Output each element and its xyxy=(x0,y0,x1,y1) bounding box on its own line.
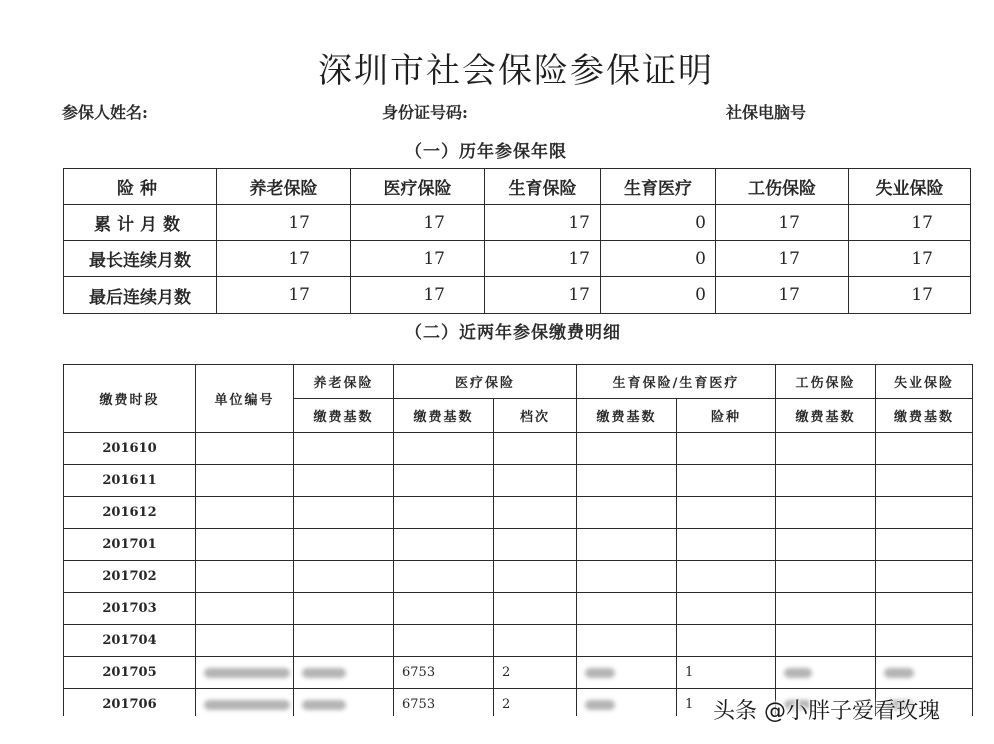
row-label: 累计月数 xyxy=(64,205,217,241)
section-title-payment-details: （二）近两年参保缴费明细 xyxy=(405,323,621,343)
medical-grade-cell: 2 xyxy=(494,657,577,689)
period-cell: 201706 xyxy=(64,689,196,717)
maternity-base-cell xyxy=(577,561,677,593)
header-injury: 工伤保险 xyxy=(716,169,849,205)
period-cell: 201705 xyxy=(64,657,196,689)
medical-base-cell xyxy=(394,465,494,497)
maternity-base-cell xyxy=(577,593,677,625)
header-maternity-medical: 生育医疗 xyxy=(601,169,716,205)
header-unit-no: 单位编号 xyxy=(196,365,294,433)
table-row xyxy=(64,277,971,314)
medical-grade-cell xyxy=(494,593,577,625)
medical-grade-cell xyxy=(494,561,577,593)
pension-base-cell xyxy=(294,433,394,465)
unit-no-cell xyxy=(196,657,294,689)
months-cell: 17 xyxy=(849,241,971,277)
table-row xyxy=(64,433,973,465)
unemployment-base-cell xyxy=(876,433,973,465)
redacted-value xyxy=(302,700,346,710)
medical-base-cell xyxy=(394,561,494,593)
injury-base-cell xyxy=(776,561,876,593)
pension-base-cell xyxy=(294,625,394,657)
medical-grade-cell xyxy=(494,529,577,561)
period-cell: 201611 xyxy=(64,465,196,497)
medical-base-cell xyxy=(394,529,494,561)
maternity-type-cell: 1 xyxy=(677,657,776,689)
months-cell: 17 xyxy=(217,205,351,241)
unemployment-base-cell xyxy=(876,497,973,529)
maternity-base-cell xyxy=(577,529,677,561)
unit-no-cell xyxy=(196,497,294,529)
header-medical: 医疗保险 xyxy=(394,365,577,399)
table-row xyxy=(64,497,973,529)
unemployment-base-cell xyxy=(876,593,973,625)
redacted-value xyxy=(204,668,290,678)
medical-grade-cell: 2 xyxy=(494,689,577,717)
months-cell: 17 xyxy=(716,277,849,314)
table-row xyxy=(64,625,973,657)
contribution-years-table xyxy=(63,168,971,314)
table-header-row xyxy=(64,169,971,205)
maternity-type-cell xyxy=(677,433,776,465)
unit-no-cell xyxy=(196,689,294,717)
maternity-type-cell xyxy=(677,593,776,625)
maternity-type-cell: 1 xyxy=(677,689,776,717)
pension-base-cell xyxy=(294,561,394,593)
insured-name-label: 参保人姓名: xyxy=(62,103,148,122)
injury-base-cell xyxy=(776,625,876,657)
page-title: 深圳市社会保险参保证明 xyxy=(318,51,714,91)
header-period: 缴费时段 xyxy=(64,365,196,433)
maternity-base-cell xyxy=(577,689,677,717)
table-header-row xyxy=(64,365,973,399)
months-cell: 17 xyxy=(351,241,485,277)
period-cell: 201610 xyxy=(64,433,196,465)
months-cell: 17 xyxy=(217,241,351,277)
months-cell: 17 xyxy=(217,277,351,314)
months-cell: 17 xyxy=(485,241,601,277)
redacted-value xyxy=(585,700,615,710)
unit-no-cell xyxy=(196,561,294,593)
period-cell: 201612 xyxy=(64,497,196,529)
watermark: 头条 @小胖子爱看玫瑰 xyxy=(713,699,940,724)
medical-grade-cell xyxy=(494,433,577,465)
redacted-value xyxy=(884,668,914,678)
header-insurance-type: 险种 xyxy=(64,169,217,205)
months-cell: 17 xyxy=(351,205,485,241)
maternity-base-cell xyxy=(577,465,677,497)
medical-base-cell xyxy=(394,433,494,465)
unemployment-base-cell xyxy=(876,625,973,657)
header-unemployment: 失业保险 xyxy=(849,169,971,205)
months-cell: 0 xyxy=(601,205,716,241)
period-cell: 201704 xyxy=(64,625,196,657)
unit-no-cell xyxy=(196,433,294,465)
header-unemployment: 失业保险 xyxy=(876,365,973,399)
injury-base-cell xyxy=(776,593,876,625)
injury-base-cell xyxy=(776,657,876,689)
maternity-type-cell xyxy=(677,625,776,657)
medical-base-cell: 6753 xyxy=(394,657,494,689)
pension-base-cell xyxy=(294,593,394,625)
maternity-type-cell xyxy=(677,561,776,593)
unit-no-cell xyxy=(196,465,294,497)
section-title-contribution-years: （一）历年参保年限 xyxy=(405,142,567,162)
payment-details-body xyxy=(64,433,973,717)
medical-base-cell xyxy=(394,593,494,625)
id-number-label: 身份证号码: xyxy=(382,103,468,122)
row-label: 最长连续月数 xyxy=(64,241,217,277)
injury-base-cell xyxy=(776,465,876,497)
unemployment-base-cell xyxy=(876,657,973,689)
subheader-pension-base: 缴费基数 xyxy=(294,399,394,433)
table-row xyxy=(64,593,973,625)
subheader-injury-base: 缴费基数 xyxy=(776,399,876,433)
redacted-value xyxy=(784,668,812,678)
header-pension: 养老保险 xyxy=(294,365,394,399)
months-cell: 0 xyxy=(601,277,716,314)
months-cell: 17 xyxy=(716,241,849,277)
table-row xyxy=(64,657,973,689)
injury-base-cell xyxy=(776,529,876,561)
maternity-type-cell xyxy=(677,465,776,497)
medical-base-cell: 6753 xyxy=(394,689,494,717)
payment-details-table xyxy=(63,364,973,716)
subheader-maternity-type: 险种 xyxy=(677,399,776,433)
maternity-base-cell xyxy=(577,433,677,465)
injury-base-cell xyxy=(776,433,876,465)
header-pension: 养老保险 xyxy=(217,169,351,205)
months-cell: 17 xyxy=(485,205,601,241)
pension-base-cell xyxy=(294,497,394,529)
header-injury: 工伤保险 xyxy=(776,365,876,399)
redacted-value xyxy=(204,700,290,710)
subheader-medical-base: 缴费基数 xyxy=(394,399,494,433)
months-cell: 17 xyxy=(485,277,601,314)
subheader-maternity-base: 缴费基数 xyxy=(577,399,677,433)
table-row xyxy=(64,465,973,497)
unemployment-base-cell xyxy=(876,465,973,497)
months-cell: 17 xyxy=(716,205,849,241)
header-medical: 医疗保险 xyxy=(351,169,485,205)
maternity-type-cell xyxy=(677,497,776,529)
months-cell: 17 xyxy=(849,277,971,314)
maternity-type-cell xyxy=(677,529,776,561)
table-row xyxy=(64,561,973,593)
pension-base-cell xyxy=(294,657,394,689)
pension-base-cell xyxy=(294,529,394,561)
months-cell: 17 xyxy=(351,277,485,314)
header-maternity: 生育保险 xyxy=(485,169,601,205)
unit-no-cell xyxy=(196,593,294,625)
unemployment-base-cell xyxy=(876,561,973,593)
redacted-value xyxy=(585,668,615,678)
pension-base-cell xyxy=(294,689,394,717)
maternity-base-cell xyxy=(577,657,677,689)
unemployment-base-cell xyxy=(876,529,973,561)
maternity-base-cell xyxy=(577,625,677,657)
header-maternity: 生育保险/生育医疗 xyxy=(577,365,776,399)
period-cell: 201703 xyxy=(64,593,196,625)
unit-no-cell xyxy=(196,625,294,657)
row-label: 最后连续月数 xyxy=(64,277,217,314)
medical-grade-cell xyxy=(494,625,577,657)
medical-grade-cell xyxy=(494,465,577,497)
table-row xyxy=(64,205,971,241)
medical-base-cell xyxy=(394,625,494,657)
payment-details-table-container xyxy=(62,363,974,716)
unit-no-cell xyxy=(196,529,294,561)
redacted-value xyxy=(302,668,346,678)
table-row xyxy=(64,241,971,277)
months-cell: 17 xyxy=(849,205,971,241)
table-row xyxy=(64,529,973,561)
pension-base-cell xyxy=(294,465,394,497)
subheader-unemployment-base: 缴费基数 xyxy=(876,399,973,433)
medical-grade-cell xyxy=(494,497,577,529)
period-cell: 201701 xyxy=(64,529,196,561)
period-cell: 201702 xyxy=(64,561,196,593)
maternity-base-cell xyxy=(577,497,677,529)
medical-base-cell xyxy=(394,497,494,529)
subheader-medical-grade: 档次 xyxy=(494,399,577,433)
social-security-number-label: 社保电脑号 xyxy=(726,103,807,122)
months-cell: 0 xyxy=(601,241,716,277)
injury-base-cell xyxy=(776,497,876,529)
